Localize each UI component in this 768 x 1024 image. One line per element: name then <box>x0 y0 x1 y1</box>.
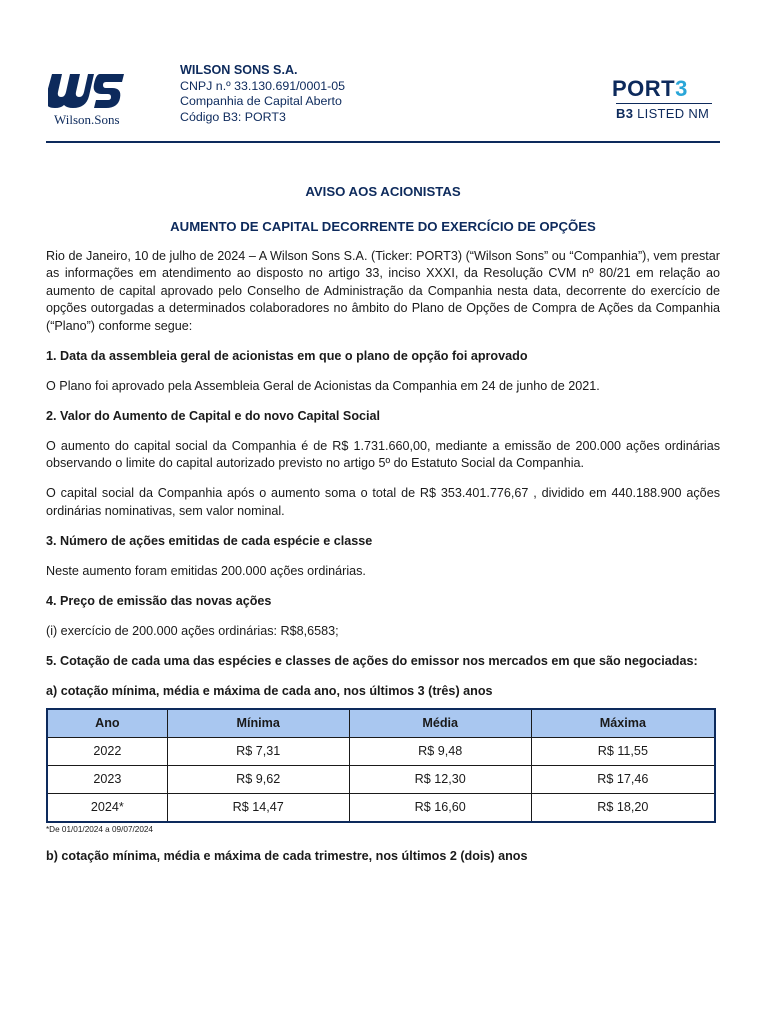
section-3-heading: 3. Número de ações emitidas de cada espécie e classe <box>46 533 373 548</box>
logo-divider <box>616 103 712 104</box>
table-footnote: *De 01/01/2024 a 09/07/2024 <box>46 825 153 834</box>
notice-title: AVISO AOS ACIONISTAS <box>305 184 461 199</box>
section-3-text: Neste aumento foram emitidas 200.000 ações ordinárias. <box>46 563 366 578</box>
port3-ticker <box>612 76 716 102</box>
table-header-cell: Máxima <box>531 709 715 738</box>
section-5-heading: 5. Cotação de cada uma das espécies e classes de ações do emissor nos mercados em que são negociadas: <box>46 653 698 668</box>
wilson-sons-logo-mark <box>48 70 128 110</box>
listed-nm-label: LISTED NM <box>633 106 710 121</box>
section-5b-heading: b) cotação mínima, média e máxima de cada trimestre, nos últimos 2 (dois) anos <box>46 848 528 863</box>
notice-subtitle: AUMENTO DE CAPITAL DECORRENTE DO EXERCÍCIO DE OPÇÕES <box>170 218 596 234</box>
section-1-text: O Plano foi aprovado pela Assembleia Geral de Acionistas da Companhia em 24 de junho de 2021. <box>46 378 600 393</box>
section-2-text-2: O capital social da Companhia após o aumento soma o total de R$ 353.401.776,67 , dividido em 440.188.900 ações ordinárias nominativas, sem valor nominal. <box>46 486 720 518</box>
port3-logo <box>612 76 716 121</box>
table-cell: 2022 <box>47 738 167 766</box>
company-cnpj: CNPJ n.º 33.130.691/0001-05 <box>180 78 346 93</box>
table-cell: R$ 9,48 <box>349 738 531 766</box>
section-4-text: (i) exercício de 200.000 ações ordinárias: R$8,6583; <box>46 623 339 638</box>
table-cell: R$ 18,20 <box>531 794 715 823</box>
table-cell: R$ 7,31 <box>167 738 349 766</box>
table-cell: 2024* <box>47 794 167 823</box>
letterhead <box>0 0 768 146</box>
section-4-heading: 4. Preço de emissão das novas ações <box>46 593 272 608</box>
table-cell: R$ 16,60 <box>349 794 531 823</box>
table-cell: R$ 14,47 <box>167 794 349 823</box>
table-header-cell: Média <box>349 709 531 738</box>
table-cell: R$ 11,55 <box>531 738 715 766</box>
intro-paragraph: Rio de Janeiro, 10 de julho de 2024 – A Wilson Sons S.A. (Ticker: PORT3) (“Wilson Sons” ou “Companhia”), vem prestar as informações em atendimento ao disposto no artigo 33, inciso XXXI, da Resolução CVM nº 80/21 em relação ao aumento de capital aprovado pelo Conselho de Administração da Companhia nesta data, decorrente do exercício de opções outorgadas a determinados colaboradores no âmbito do Plano de Opções de Compra de Ações da Companhia (“Plano”) conforme segue: <box>46 248 720 333</box>
annual-quotes-table <box>46 708 716 823</box>
company-info <box>180 63 345 125</box>
b3-label: B3 <box>616 106 634 121</box>
table-row <box>47 794 715 823</box>
table-header-cell: Mínima <box>167 709 349 738</box>
logo-wordmark: Wilson.Sons <box>54 112 120 127</box>
company-name: WILSON SONS S.A. <box>180 63 298 77</box>
section-5a-heading: a) cotação mínima, média e máxima de cada ano, nos últimos 3 (três) anos <box>46 683 493 698</box>
b3-listed-label <box>612 106 716 121</box>
table-header-cell: Ano <box>47 709 167 738</box>
section-2-text-1: O aumento do capital social da Companhia é de R$ 1.731.660,00, mediante a emissão de 200.000 ações ordinárias observando o limite do capital autorizado previsto no artigo 5º do Estatuto Social da Companhia. <box>46 438 720 470</box>
ticker-prefix: PORT <box>612 76 676 101</box>
table-cell: 2023 <box>47 766 167 794</box>
table-cell: R$ 17,46 <box>531 766 715 794</box>
header-divider <box>46 141 720 143</box>
wilson-sons-logo <box>48 70 136 130</box>
table-header-row <box>47 709 715 738</box>
table-row <box>47 766 715 794</box>
ticker-suffix: 3 <box>675 76 688 101</box>
company-b3-code: Código B3: PORT3 <box>180 109 286 124</box>
table-cell: R$ 12,30 <box>349 766 531 794</box>
document-body <box>46 180 720 865</box>
company-type: Companhia de Capital Aberto <box>180 94 342 108</box>
table-cell: R$ 9,62 <box>167 766 349 794</box>
section-1-heading: 1. Data da assembleia geral de acionistas em que o plano de opção foi aprovado <box>46 348 528 363</box>
section-2-heading: 2. Valor do Aumento de Capital e do novo Capital Social <box>46 408 381 423</box>
table-row <box>47 738 715 766</box>
